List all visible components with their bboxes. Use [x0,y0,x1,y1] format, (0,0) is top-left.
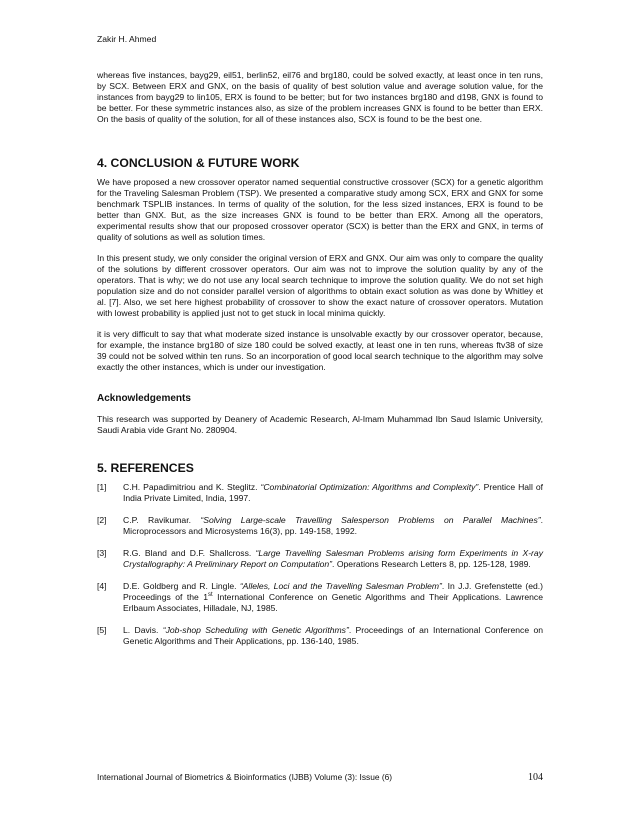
reference-item [97,482,543,504]
page-number: 104 [528,772,543,783]
reference-source-start: . In J.J. Grefenstette (ed.) Proceedings of the 1 [123,581,543,602]
reference-authors: C.P. Ravikumar. [123,515,201,525]
reference-item [97,581,543,614]
reference-item [97,515,543,537]
acknowledgements-text: This research was supported by Deanery of Academic Research, Al-Imam Muhammad Ibn Saud Islamic University, Saudi Arabia vide Grant No. 280904. [97,414,543,435]
reference-authors: L. Davis. [123,625,163,635]
journal-citation: International Journal of Biometrics & Bioinformatics (IJBB) Volume (3): Issue (6) [97,772,393,782]
reference-item [97,548,543,570]
reference-source: International Conference on Genetic Algorithms and Their Applications. Lawrence Erlbaum Associates, Hilladale, NJ, 1985. [123,592,543,613]
reference-source: . Proceedings of an International Conference on Genetic Algorithms and Their Applications, pp. 136-140, 1985. [123,625,543,646]
reference-number: [3] [97,548,107,558]
reference-title: “Solving Large-scale Travelling Salesperson Problems on Parallel Machines” [200,515,541,525]
reference-title: “Job-shop Scheduling with Genetic Algorithms” [162,625,349,635]
reference-title: “Large Travelling Salesman Problems arising form Experiments in X-ray Crystallography: A Preliminary Report on Computation” [123,548,543,569]
conclusion-paragraph-3: it is very difficult to say that what moderate sized instance is unsolvable exactly by our crossover operator, because, for example, the instance brg180 of size 180 could be solved exactly, at least one in ten runs, whereas ftv38 of size 39 could not be solved within ten runs. So an incorporation of good local search technique to the algorithm may solve exactly the other instances, which is under our investigation. [97,329,543,372]
reference-source: . Operations Research Letters 8, pp. 125-128, 1989. [332,559,531,569]
intro-paragraph: whereas five instances, bayg29, eil51, berlin52, eil76 and brg180, could be solved exactly, at least once in ten runs, by SCX. Between ERX and GNX, on the basis of quality of best solution value and average solution value, for the instances from bayg29 to lin105, ERX is found to be better; but for two instances brg180 and d198, GNX is found to be better. For these symmetric instances also, as size of the problem increases GNX is found to be better than ERX. On the basis of quality of the solution, for all of these instances also, SCX is found to be the best one. [97,70,543,124]
conclusion-paragraph-1: We have proposed a new crossover operator named sequential constructive crossover (SCX) for a genetic algorithm for the Traveling Salesman Problem (TSP). We presented a comparative study among SCX, ERX and GNX for some benchmark TSPLIB instances. In terms of quality of the solution, for the less sized instances, ERX is found to be better than GNX. But, as the size increases GNX is found to be better than ERX. Among all the operators, experimental results show that our proposed crossover operator (SCX) is better than the ERX and GNX, in terms of quality of solutions as well as solution times. [97,177,543,242]
reference-authors: D.E. Goldberg and R. Lingle. [123,581,240,591]
ordinal-superscript: st [208,592,213,599]
reference-title: “Combinatorial Optimization: Algorithms and Complexity” [260,482,479,492]
reference-authors: R.G. Bland and D.F. Shallcross. [123,548,256,558]
page-content [97,70,543,658]
reference-text [123,482,543,504]
reference-source: . Microprocessors and Microsystems 16(3), pp. 149-158, 1992. [123,515,543,536]
reference-text [123,625,543,647]
reference-text [123,581,543,614]
reference-title: “Alleles, Loci and the Travelling Salesman Problem” [239,581,442,591]
reference-item [97,625,543,647]
references-heading: 5. REFERENCES [97,461,194,475]
conclusion-heading: 4. CONCLUSION & FUTURE WORK [97,156,300,170]
page-footer [97,772,543,783]
reference-source: . Prentice Hall of India Private Limited, India, 1997. [123,482,543,503]
reference-text [123,548,543,570]
reference-text [123,515,543,537]
acknowledgements-heading: Acknowledgements [97,393,191,404]
reference-authors: C.H. Papadimitriou and K. Steglitz. [123,482,261,492]
reference-number: [1] [97,482,107,492]
reference-number: [4] [97,581,107,591]
reference-number: [2] [97,515,107,525]
reference-number: [5] [97,625,107,635]
running-header-author: Zakir H. Ahmed [97,34,157,44]
conclusion-paragraph-2: In this present study, we only consider the original version of ERX and GNX. Our aim was only to compare the quality of the solutions by different crossover operators. Our aim was not to improve the solution quality by any of the operators. That is why; we do not use any local search technique to improve the solution quality. We do not set high population size and do not consider parallel version of algorithms to obtain exact solution as was done by Whitley et al. [7]. Also, we set here highest probability of crossover to show the exact nature of crossover operators. Mutation with lowest probability is applied just not to get stuck in local minima quickly. [97,253,543,318]
